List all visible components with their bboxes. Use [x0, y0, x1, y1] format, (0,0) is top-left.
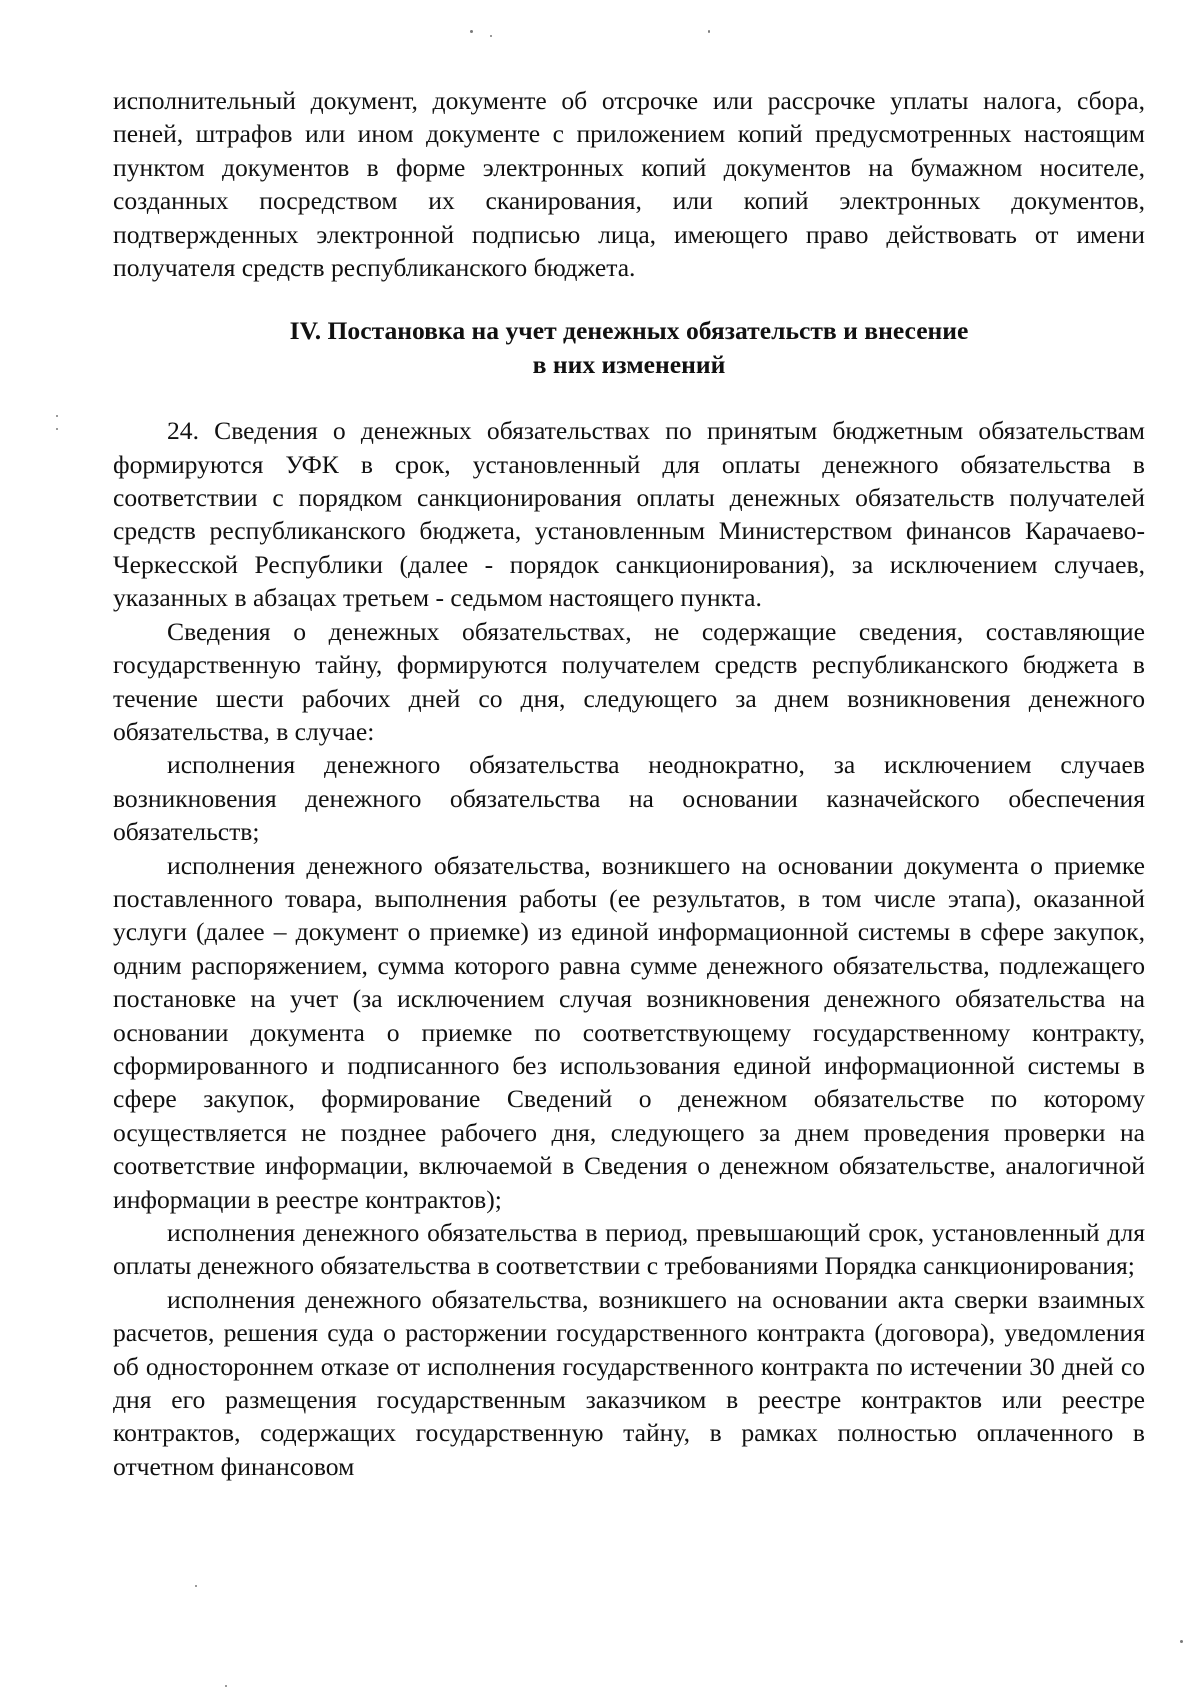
- paragraph-info-formation: Сведения о денежных обязательствах, не содержащие сведения, составляющие государственную тайну, формируются получателем средств республиканского бюджета в течение шести рабочих дней со дня, следующего за днем возникновения денежного обязательства, в случае:: [113, 616, 1145, 746]
- paragraph-case-acceptance: исполнения денежного обязательства, возникшего на основании документа о приемке поставленного товара, выполнения работы (ее результатов, в том числе этапа), оказанной услуги (далее – документ о приемке) из единой информационной системы в сфере закупок, одним распоряжением, сумма которого равна сумме денежного обязательства, подлежащего постановке на учет (за исключением случая возникновения денежного обязательства на основании документа о приемке по соответствующему государственному контракту, сформированного и подписанного без использования единой информационной системы в сфере закупок, формирование Сведений о денежном обязательстве по которому осуществляется не позднее рабочего дня, следующего за днем проведения проверки на соответствие информации, включаемой в Сведения о денежном обязательстве, аналогичной информации в реестре контрактов);: [113, 850, 1145, 1214]
- paragraph-case-reconciliation: исполнения денежного обязательства, возникшего на основании акта сверки взаимных расчетов, решения суда о расторжении государственного контракта (договора), уведомления об одностороннем отказе от исполнения государственного контракта по истечении 30 дней со дня его размещения государственным заказчиком в реестре контрактов или реестре контрактов, содержащих государственную тайну, в рамках полностью оплаченного в отчетном финансовом: [113, 1284, 1145, 1481]
- paragraph-24: 24. Сведения о денежных обязательствах по принятым бюджетным обязательствам формируются УФК в срок, установленный для оплаты денежного обязательства в соответствии с порядком санкционирования оплаты денежных обязательств получателей средств республиканского бюджета, установленным Министерством финансов Карачаево-Черкесской Республики (далее - порядок санкционирования), за исключением случаев, указанных в абзацах третьем - седьмом настоящего пункта.: [113, 416, 1145, 613]
- section-heading: [113, 314, 1145, 381]
- scan-speck: [56, 415, 58, 417]
- paragraph-case-period: исполнения денежного обязательства в период, превышающий срок, установленный для оплаты денежного обязательства в соответствии с требованиями Порядка санкционирования;: [113, 1218, 1145, 1281]
- scan-speck: [225, 1685, 227, 1687]
- scan-speck: [490, 35, 492, 37]
- section-heading-line-1: IV. Постановка на учет денежных обязательств и внесение: [289, 316, 969, 346]
- scan-speck: [195, 1585, 197, 1587]
- document-page: [113, 84, 1145, 1483]
- intro-paragraph: исполнительный документ, документе об отсрочке или рассрочке уплаты налога, сбора, пеней, штрафов или ином документе с приложением копий предусмотренных настоящим пунктом документов в форме электронных копий документов на бумажном носителе, созданных посредством их сканирования, или копий электронных документов, подтвержденных электронной подписью лица, имеющего право действовать от имени получателя средств республиканского бюджета.: [113, 86, 1145, 283]
- section-heading-line-2: в них изменений: [532, 349, 726, 379]
- scan-speck: [708, 30, 710, 33]
- scan-speck: [56, 428, 58, 430]
- scan-speck: [470, 30, 473, 33]
- scan-speck: [1180, 1640, 1183, 1643]
- paragraph-case-repeated: исполнения денежного обязательства неоднократно, за исключением случаев возникновения денежного обязательства на основании казначейского обеспечения обязательств;: [113, 750, 1145, 847]
